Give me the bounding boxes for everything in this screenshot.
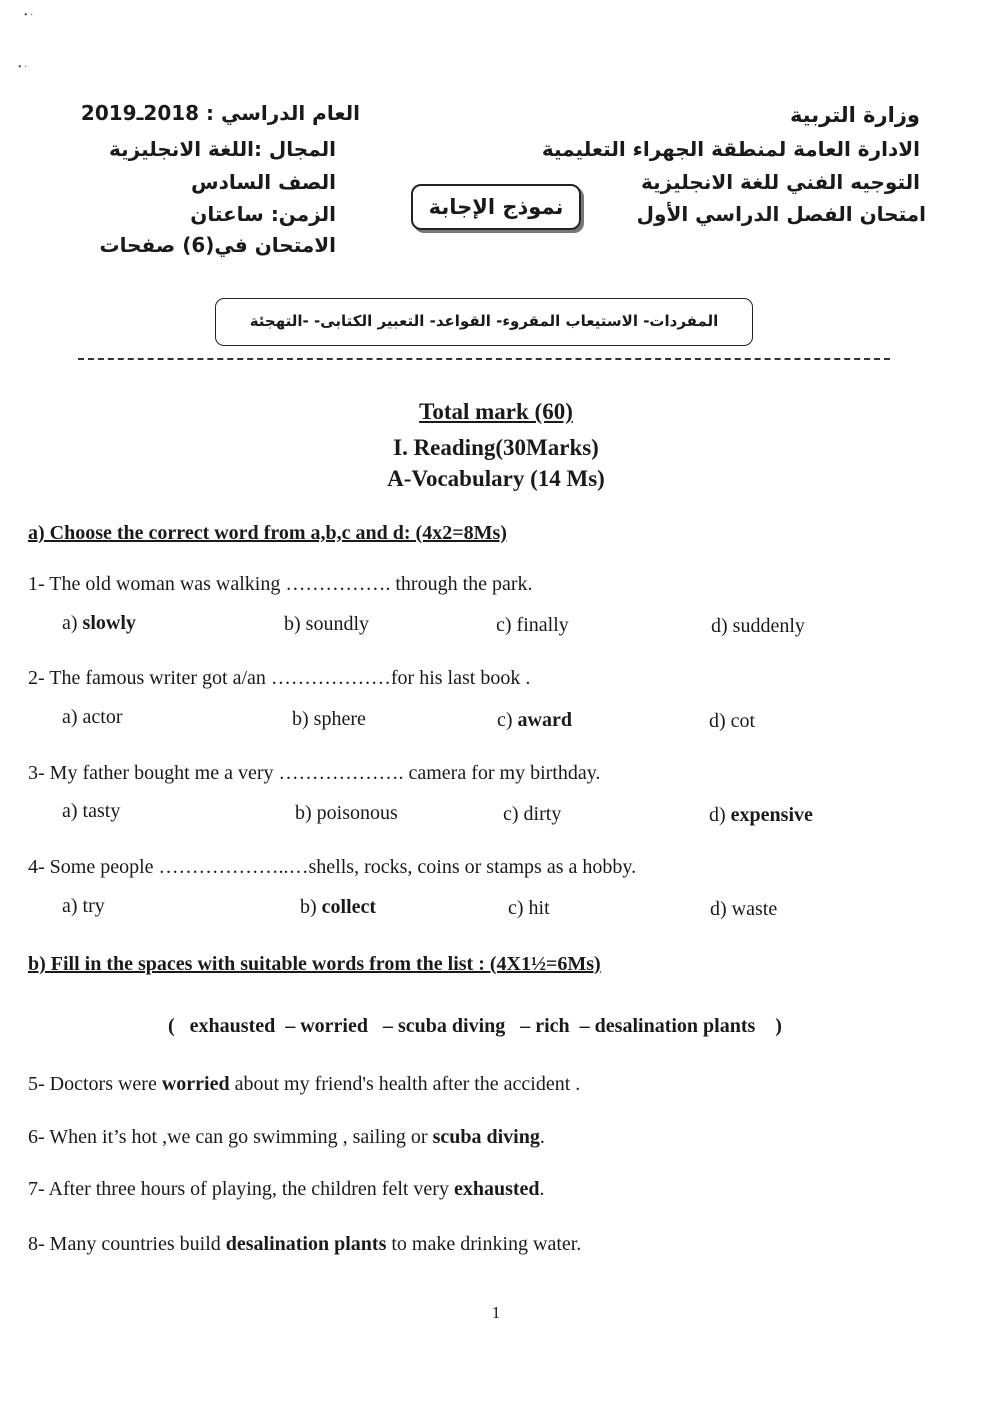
- total-mark-title: Total mark (60): [419, 399, 573, 424]
- page-count: الامتحان في(6) صفحات: [99, 233, 336, 257]
- q4-option-d: d) waste: [710, 898, 778, 920]
- section-a-instruction: a) Choose the correct word from a,b,c and d: (4x2=8Ms): [28, 522, 507, 544]
- q3-option-d: d) expensive: [709, 804, 813, 826]
- section-b-instruction: b) Fill in the spaces with suitable words from the list : (4X1½=6Ms): [28, 953, 601, 975]
- ministry-name: وزارة التربية: [789, 103, 920, 127]
- supervision-name: التوجيه الفني للغة الانجليزية: [641, 170, 920, 194]
- subjects-list: المفردات- الاستيعاب المقروء- القواعد- التعبير الكتابى- -التهجئة: [249, 312, 719, 330]
- sentence-7: 7- After three hours of playing, the children felt very exhausted.: [28, 1178, 545, 1200]
- sentence-5: 5- Doctors were worried about my friend's health after the accident .: [28, 1073, 581, 1095]
- answer-model-label: نموذج الإجابة: [428, 195, 564, 219]
- academic-year: العام الدراسي : 2018ـ2019: [80, 101, 360, 125]
- scan-speck: • ·: [18, 62, 28, 73]
- question-2: 2- The famous writer got a/an ………………for his last book .: [28, 667, 531, 689]
- word-list: ( exhausted – worried – scuba diving – rich – desalination plants ): [168, 1015, 782, 1037]
- q2-option-d: d) cot: [709, 710, 756, 732]
- subject-field: المجال :اللغة الانجليزية: [108, 137, 336, 161]
- dashed-divider: [78, 358, 890, 360]
- question-3: 3- My father bought me a very ………………. camera for my birthday.: [28, 762, 601, 784]
- q2-option-b: b) sphere: [292, 708, 366, 730]
- answer-model-box: [411, 184, 581, 230]
- q2-option-a: a) actor: [62, 706, 123, 728]
- scan-speck: • ·: [24, 10, 34, 21]
- q4-option-a: a) try: [62, 895, 105, 917]
- exam-term: امتحان الفصل الدراسي الأول: [636, 202, 926, 226]
- vocabulary-title: A-Vocabulary (14 Ms): [387, 466, 605, 491]
- grade-level: الصف السادس: [191, 170, 336, 194]
- reading-title: I. Reading(30Marks): [393, 435, 599, 460]
- q1-option-a: a) slowly: [62, 612, 136, 634]
- q4-option-b: b) collect: [300, 896, 377, 918]
- q3-option-a: a) tasty: [62, 800, 121, 822]
- q1-option-b: b) soundly: [284, 613, 370, 635]
- q3-option-b: b) poisonous: [295, 802, 398, 824]
- q1-option-c: c) finally: [496, 614, 569, 636]
- sentence-8: 8- Many countries build desalination plants to make drinking water.: [28, 1233, 582, 1255]
- q4-option-c: c) hit: [508, 897, 550, 919]
- q1-option-d: d) suddenly: [711, 615, 805, 637]
- page-number: 1: [491, 1303, 501, 1322]
- question-4: 4- Some people ………………..…shells, rocks, coins or stamps as a hobby.: [28, 856, 637, 878]
- exam-duration: الزمن: ساعتان: [190, 202, 336, 226]
- q2-option-c: c) award: [497, 709, 572, 731]
- q3-option-c: c) dirty: [503, 803, 562, 825]
- subjects-box: [215, 298, 753, 346]
- question-1: 1- The old woman was walking ……………. through the park.: [28, 573, 533, 595]
- district-name: الادارة العامة لمنطقة الجهراء التعليمية: [541, 137, 920, 161]
- sentence-6: 6- When it’s hot ,we can go swimming , sailing or scuba diving.: [28, 1126, 545, 1148]
